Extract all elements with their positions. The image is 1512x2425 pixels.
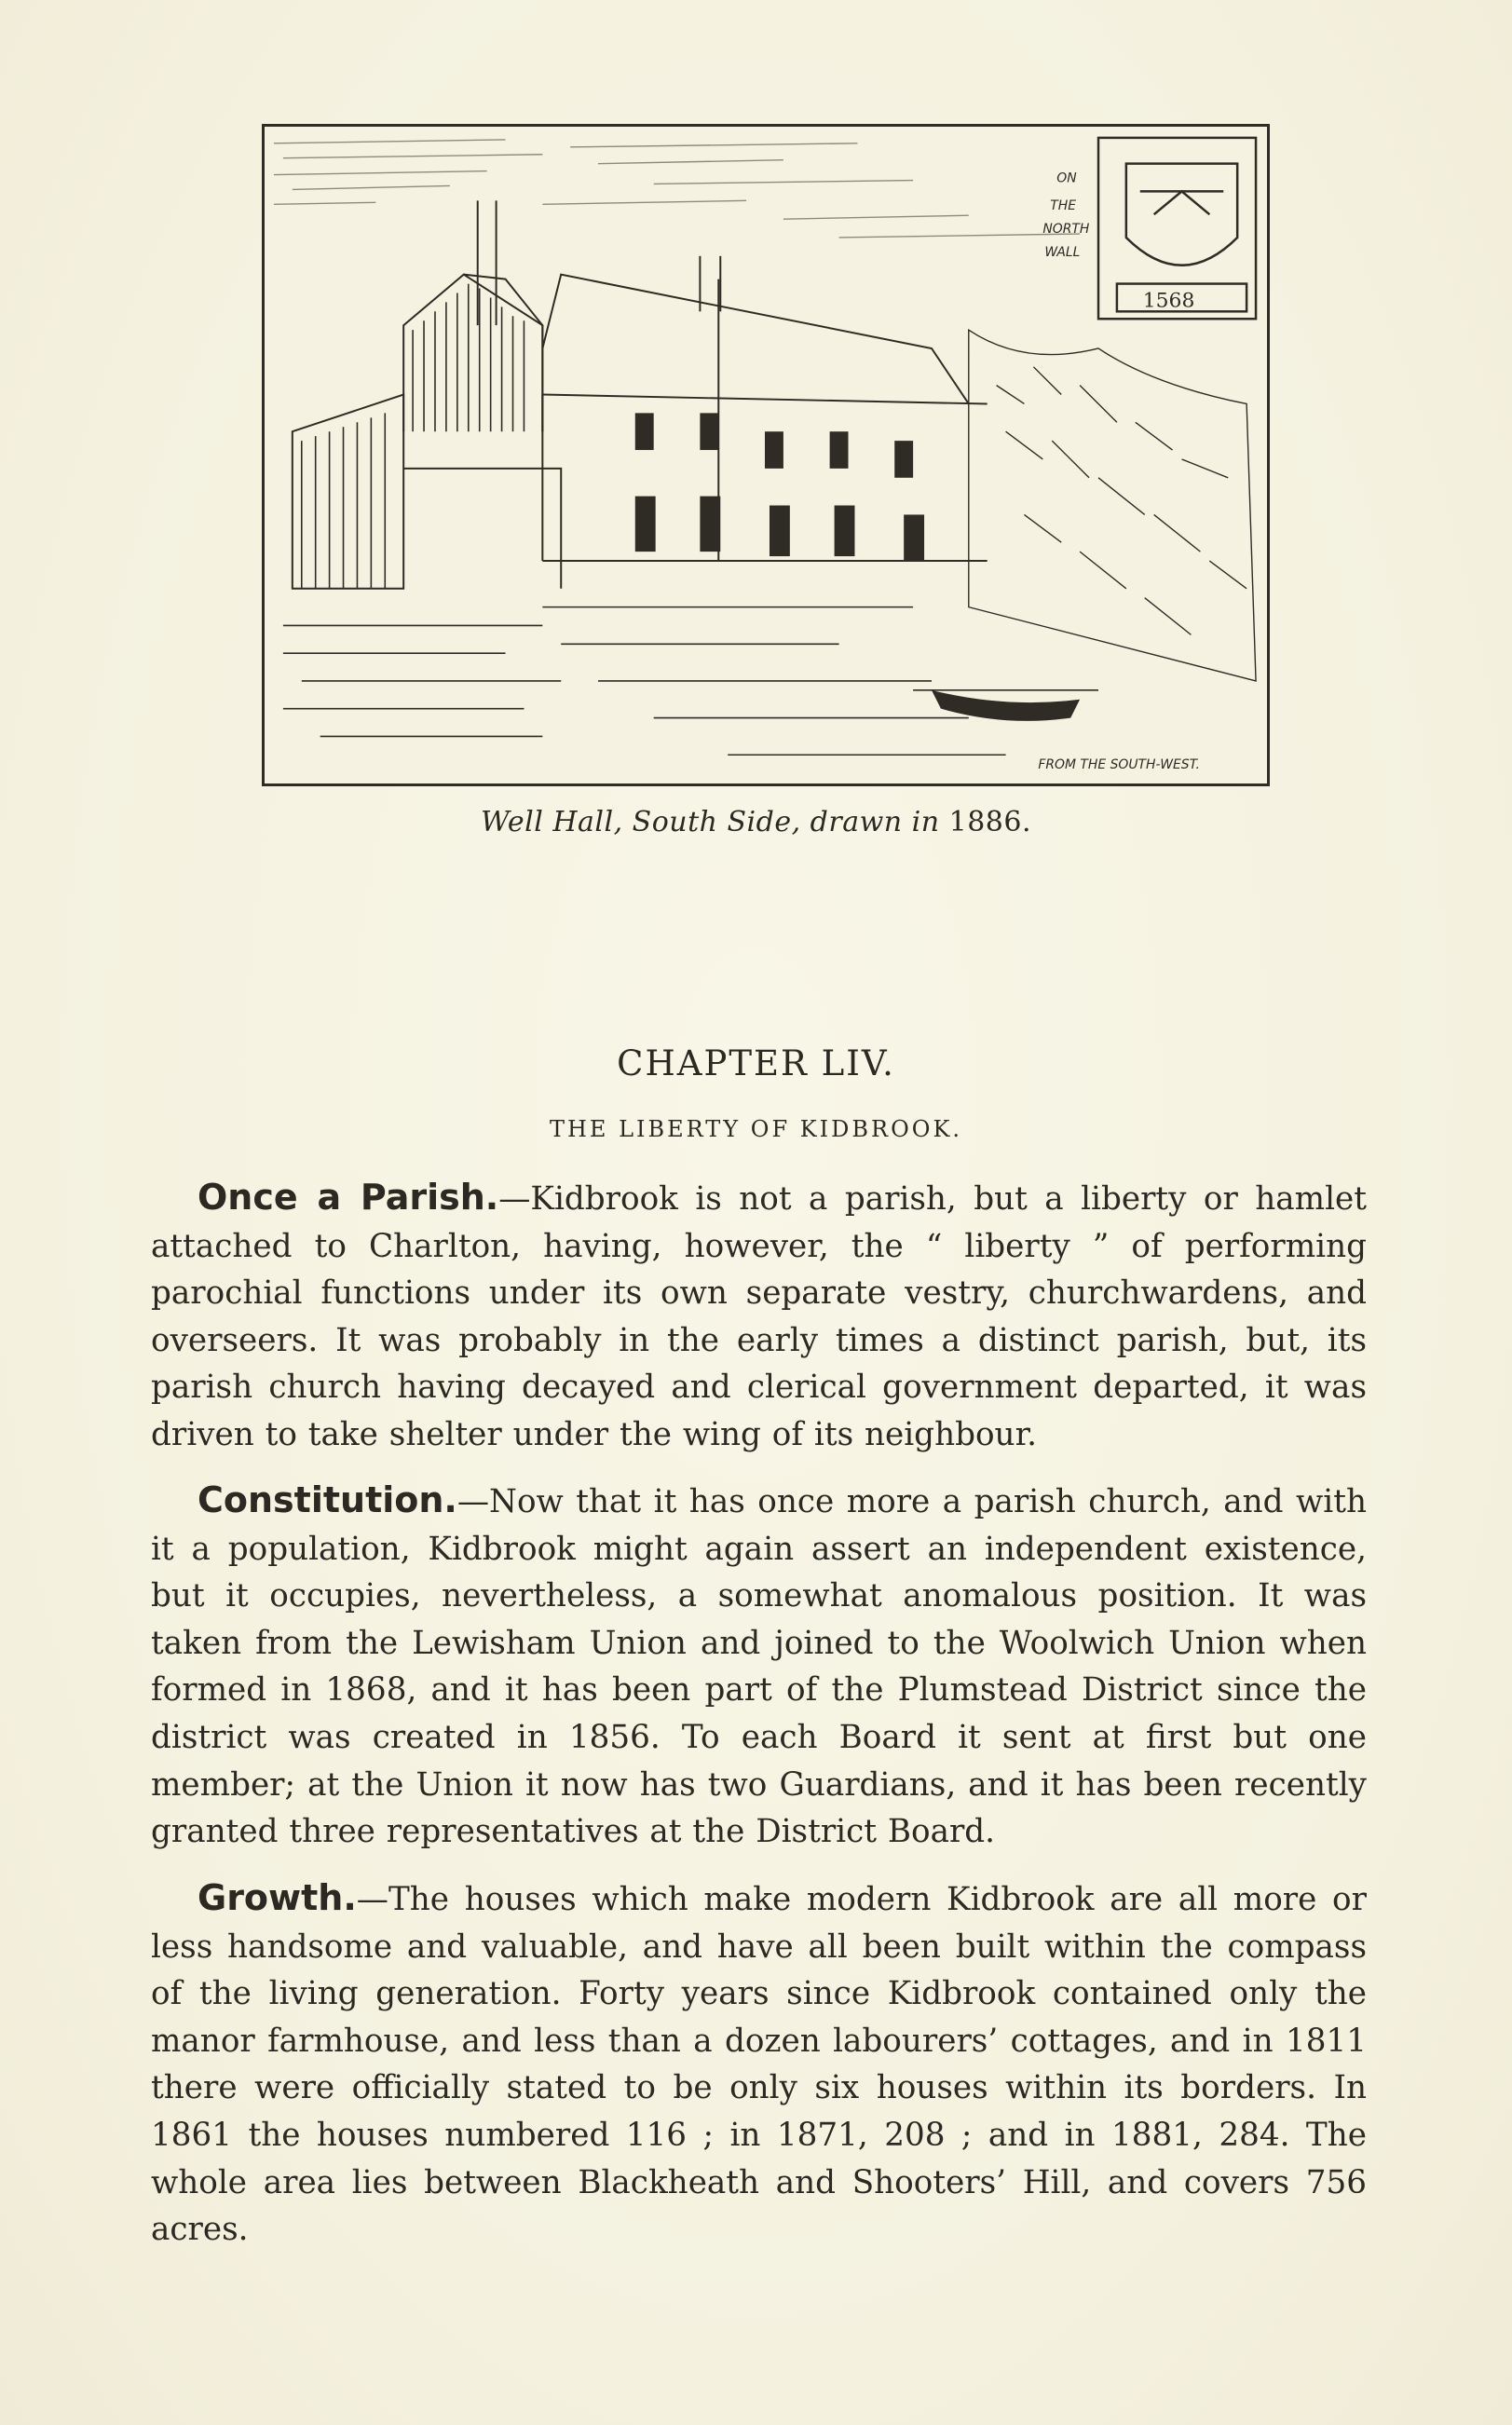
section-body: —Now that it has once more a parish church, and with it a population, Kidbrook might again assert an independent existence, but it occupies, nevertheless, a somewhat anomalous position. It was taken from the Lewisham Union and joined to the Woolwich Union when formed in 1868, and it has been part of the Plumstead District since the district was created in 1856. To each Board it sent at first but one member; at the Union it now has two Guardians, and it has been recently granted three representatives at the District Board. [151,1483,1367,1851]
chapter-subtitle: THE LIBERTY OF KIDBROOK. [549,1116,962,1142]
label-north-wall-4: WALL [1044,244,1081,260]
chapter-title: CHAPTER LIV. [617,1043,895,1083]
section-body: —Kidbrook is not a parish, but a liberty or hamlet attached to Charlton, having, however, the “ liberty ” of performing parochial functions under its own separate vestry, churchwardens, and overseers. It was probably in the early times a distinct parish, but, its parish church having decayed and clerical government departed, it was driven to take shelter under the wing of its neighbour. [151,1180,1367,1453]
section-once-a-parish [151,1174,1367,1459]
section-heading: Constitution. [198,1479,457,1520]
label-north-wall-1: ON [1056,170,1077,186]
engraving-drawing [265,127,1267,783]
label-north-wall-3: NORTH [1042,222,1090,238]
caption-title: Well Hall, South Side, drawn in [480,806,940,838]
illustration-caption [0,806,1512,838]
label-from-south-west: FROM THE SOUTH-WEST. [1038,757,1200,773]
caption-year: 1886. [948,806,1032,838]
section-growth [151,1874,1367,2254]
section-heading: Once a Parish. [198,1177,499,1218]
plaque-date: 1568 [1142,289,1195,313]
section-body: —The houses which make modern Kidbrook are all more or less handsome and valuable, and have all been built within the compass of the living generation. Forty years since Kidbrook contained only the manor farmhouse, and less than a dozen labourers’ cottages, and in 1811 there were officially stated to be only six houses within its borders. In 1861 the houses numbered 116 ; in 1871, 208 ; and in 1881, 284. The whole area lies between Blackheath and Shooters’ Hill, and covers 756 acres. [151,1881,1367,2249]
well-hall-illustration [262,124,1270,786]
label-north-wall-2: THE [1050,198,1077,214]
section-heading: Growth. [198,1877,357,1918]
section-constitution [151,1477,1367,1856]
